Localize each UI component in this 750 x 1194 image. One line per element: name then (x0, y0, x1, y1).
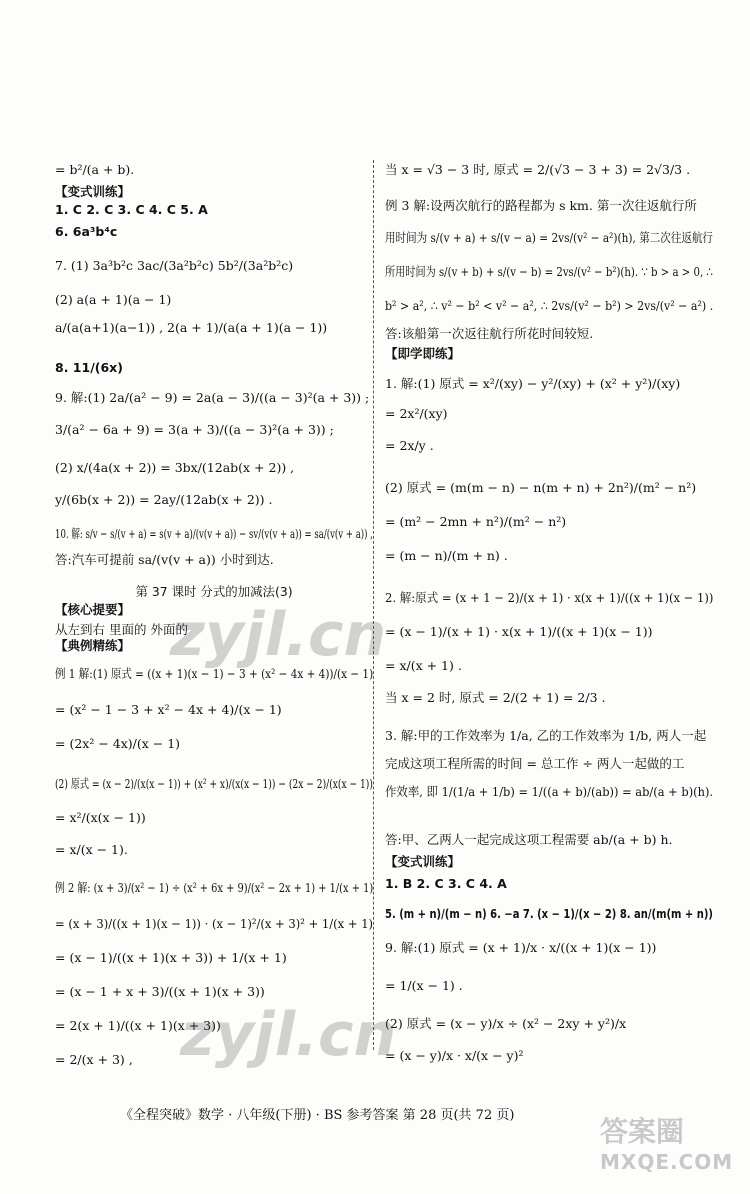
logo-sub-text: MXQE.COM (600, 1150, 734, 1174)
solution-line: 7. (1) 3a³b²c 3ac/(3a²b²c) 5b²/(3a²b²c) (55, 258, 294, 273)
solution-line: 例 1 解:(1) 原式 = ((x + 1)(x − 1) − 3 + (x² − 4x + 4))/(x − 1) (55, 666, 374, 681)
solution-line: a/(a(a+1)(a−1)) , 2(a + 1)/(a(a + 1)(a − 1)) (55, 320, 328, 335)
solution-line: = (x − 1 + x + 3)/((x + 1)(x + 3)) (55, 984, 265, 999)
solution-line: 2. 解:原式 = (x + 1 − 2)/(x + 1) · x(x + 1)/((x + 1)(x − 1)) (385, 590, 714, 605)
solution-line: = x²/(x(x − 1)) (55, 810, 146, 825)
solution-line: = 2x/y . (385, 438, 434, 453)
solution-line: = x/(x − 1). (55, 842, 128, 857)
solution-line: 答:甲、乙两人一起完成这项工程需要 ab/(a + b) h. (385, 832, 673, 847)
section-heading: 【即学即练】 (385, 346, 461, 361)
section-heading: 8. 11/(6x) (55, 360, 123, 375)
lesson-title: 第 37 课时 分式的加减法(3) (135, 584, 293, 599)
section-heading: 1. B 2. C 3. C 4. A (385, 876, 507, 891)
solution-line: 1. 解:(1) 原式 = x²/(xy) − y²/(xy) + (x² + y²)/(xy) (385, 376, 681, 391)
solution-line: 当 x = √3 − 3 时, 原式 = 2/(√3 − 3 + 3) = 2√3/3 . (385, 162, 691, 177)
solution-line: (2) x/(4a(x + 2)) = 3bx/(12ab(x + 2)) , (55, 460, 295, 475)
solution-line: y/(6b(x + 2)) = 2ay/(12ab(x + 2)) . (55, 492, 273, 507)
section-heading: 5. (m + n)/(m − n) 6. −a 7. (x − 1)/(x − 2) 8. an/(m(m + n)) (385, 906, 713, 921)
solution-line: 完成这项工程所需的时间 = 总工作 ÷ 两人一起做的工 (385, 756, 685, 771)
page-footer: 《全程突破》数学 · 八年级(下册) · BS 参考答案 第 28 页(共 72 页) (120, 1108, 515, 1123)
solution-line: = (x − 1)/(x + 1) · x(x + 1)/((x + 1)(x − 1)) (385, 624, 653, 639)
solution-line: 例 2 解: (x + 3)/(x² − 1) ÷ (x² + 6x + 9)/(x² − 2x + 1) + 1/(x + 1) (55, 880, 374, 895)
solution-line: 9. 解:(1) 原式 = (x + 1)/x · x/((x + 1)(x − 1)) (385, 940, 657, 955)
solution-line: = (x − y)/x · x/(x − y)² (385, 1048, 524, 1063)
solution-line: 10. 解: s/v − s/(v + a) = s(v + a)/(v(v + a)) − sv/(v(v + a)) = sa/(v(v + a)) , (55, 526, 373, 541)
solution-line: 3. 解:甲的工作效率为 1/a, 乙的工作效率为 1/b, 两人一起 (385, 728, 707, 743)
section-heading: 【核心提要】 (55, 602, 131, 617)
solution-line: 当 x = 2 时, 原式 = 2/(2 + 1) = 2/3 . (385, 690, 606, 705)
site-logo (600, 1110, 745, 1188)
solution-line: = 2(x + 1)/((x + 1)(x + 3)) (55, 1018, 221, 1033)
solution-line: = 2/(x + 3) , (55, 1052, 133, 1067)
solution-line: 3/(a² − 6a + 9) = 3(a + 3)/((a − 3)²(a + 3)) ; (55, 422, 334, 437)
solution-line: 例 3 解:设两次航行的路程都为 s km. 第一次往返航行所 (385, 198, 697, 213)
solution-line: b² > a², ∴ v² − b² < v² − a², ∴ 2vs/(v² − b²) > 2vs/(v² − a²) . (385, 298, 714, 313)
solution-line: = (2x² − 4x)/(x − 1) (55, 736, 181, 751)
solution-line: = (x² − 1 − 3 + x² − 4x + 4)/(x − 1) (55, 702, 282, 717)
solution-line: (2) a(a + 1)(a − 1) (55, 292, 172, 307)
solution-line: 用时间为 s/(v + a) + s/(v − a) = 2vs/(v² − a²)(h), 第二次往返航行 (385, 230, 713, 245)
solution-line: = (m² − 2mn + n²)/(m² − n²) (385, 514, 567, 529)
solution-line: 答:汽车可提前 sa/(v(v + a)) 小时到达. (55, 552, 274, 567)
watermark: zyjl.cn (180, 1000, 397, 1070)
solution-line: 从左到右 里面的 外面的 (55, 622, 188, 637)
section-heading: 【典例精练】 (55, 638, 131, 653)
solution-line: = (x − 1)/((x + 1)(x + 3)) + 1/(x + 1) (55, 950, 287, 965)
solution-line: (2) 原式 = (m(m − n) − n(m + n) + 2n²)/(m² − n²) (385, 480, 697, 495)
section-heading: 【变式训练】 (385, 854, 461, 869)
solution-line: = (x + 3)/((x + 1)(x − 1)) · (x − 1)²/(x + 3)² + 1/(x + 1) (55, 916, 374, 931)
section-heading: 【变式训练】 (55, 184, 131, 199)
solution-line: 9. 解:(1) 2a/(a² − 9) = 2a(a − 3)/((a − 3)²(a + 3)) ; (55, 390, 370, 405)
logo-main-text: 答案圈 (600, 1115, 685, 1148)
solution-line: (2) 原式 = (x − 2)/(x(x − 1)) + (x² + x)/(x(x − 1)) − (2x − 2)/(x(x − 1)) (55, 776, 373, 791)
solution-line: = (m − n)/(m + n) . (385, 548, 508, 563)
solution-line: 作效率, 即 1/(1/a + 1/b) = 1/((a + b)/(ab)) = ab/(a + b)(h). (385, 784, 714, 799)
section-heading: 6. 6a³b⁴c (55, 224, 118, 239)
watermark: zyjl.cn (170, 600, 387, 670)
solution-line: 答:该船第一次返往航行所花时间较短. (385, 326, 594, 341)
solution-line: = 1/(x − 1) . (385, 978, 463, 993)
solution-line: = x/(x + 1) . (385, 658, 462, 673)
solution-line: 所用时间为 s/(v + b) + s/(v − b) = 2vs/(v² − b²)(h). ∵ b > a > 0, ∴ (385, 264, 713, 279)
section-heading: 1. C 2. C 3. C 4. C 5. A (55, 202, 208, 217)
solution-line: = 2x²/(xy) (385, 406, 448, 421)
solution-line: (2) 原式 = (x − y)/x ÷ (x² − 2xy + y²)/x (385, 1016, 627, 1031)
solution-line: = b²/(a + b). (55, 162, 135, 177)
